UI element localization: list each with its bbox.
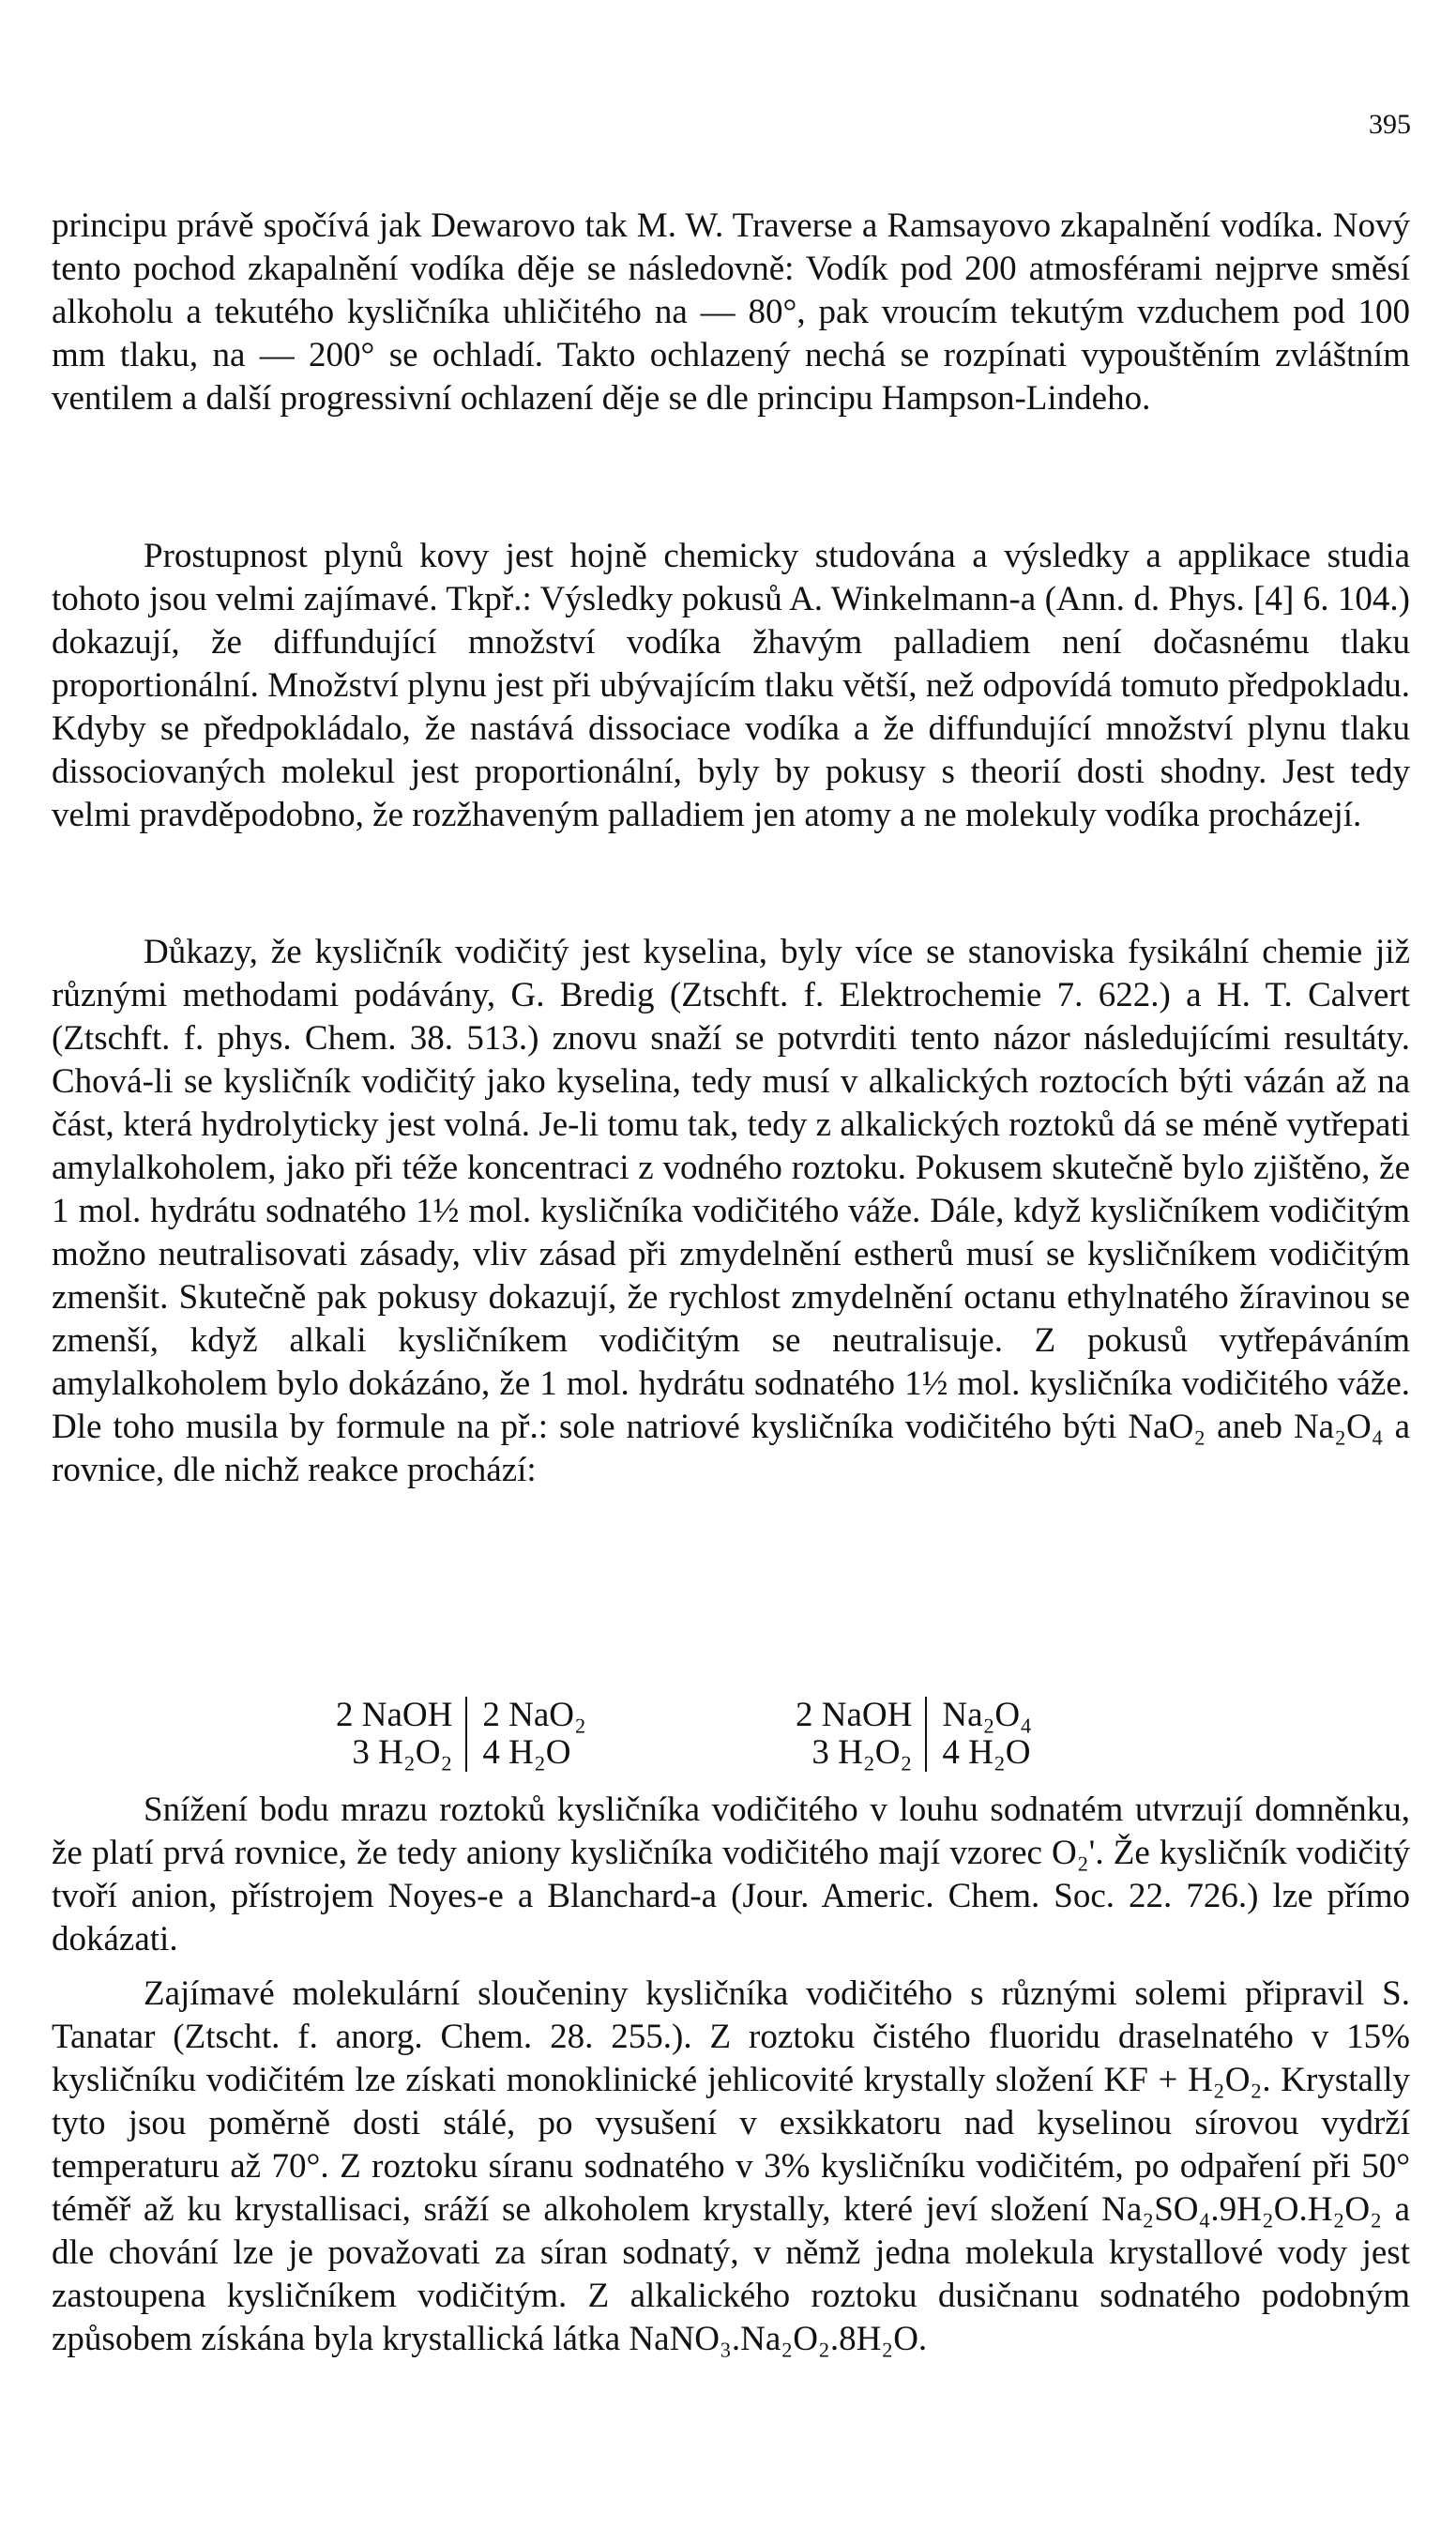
equation-1-left — [336, 1697, 467, 1772]
equation-1 — [336, 1697, 586, 1772]
paragraph-4-text: Snížení bodu mrazu roztoků kysličníka vodičitého v louhu sodnatém utvrzují domněnku, že platí prvá rovnice, že tedy aniony kysličníka vodičitého mají vzorec O₂'. Že kysličník vodičitý tvoří anion, přístrojem Noyes-e a Blanchard-a (Jour. Americ. Chem. Soc. 22. 726.) lze přímo dokázati. — [52, 1791, 1410, 1958]
equation-1-left-line-1: 2 NaOH — [336, 1696, 453, 1734]
paragraph-1 — [52, 205, 1410, 420]
paragraph-1-text: principu právě spočívá jak Dewarovo tak M. W. Traverse a Ramsayovo zkapalnění vodíka. Nový tento pochod zkapalnění vodíka děje se následovně: Vodík pod 200 atmosférami nejprve směsí alkoholu a tekutého kysličníka uhličitého na — 80°, pak vroucím tekutým vzduchem pod 100 mm tlaku, na — 200° se ochladí. Takto ochlazený nechá se rozpínati vypouštěním zvláštním ventilem a další progressivní ochlazení děje se dle principu Hampson-Lindeho. — [52, 206, 1410, 418]
equation-2-right-line-2: 4 H₂O — [942, 1733, 1031, 1772]
paragraph-5-text: Zajímavé molekulární sloučeniny kysličníka vodičitého s různými solemi připravil S. Tanatar (Ztscht. f. anorg. Chem. 28. 255.). Z roztoku čistého fluoridu draselnatého v 15% kysličníku vodičitém lze získati monoklinické jehlicovité krystally složení KF + H₂O₂. Krystally tyto jsou poměrně dosti stálé, po vysušení v exsikkatoru nad kyselinou sírovou vydrží temperaturu až 70°. Z roztoku síranu sodnatého v 3% kysličníku vodičitém, po odpaření při 50° téměř až ku krystallisaci, sráží se alkoholem krystally, které jeví složení Na₂SO₄.9H₂O.H₂O₂ a dle chování lze je považovati za síran sodnatý, v němž jedna molekula krystallové vody jest zastoupena kysličníkem vodičitým. Z alkalického roztoku dusičnanu sodnatého podobným způsobem získána byla krystallická látka NaNO₃.Na₂O₂.8H₂O. — [52, 1974, 1410, 2358]
equation-1-right-line-1: 2 NaO₂ — [482, 1696, 586, 1734]
equation-1-right-line-2: 4 H₂O — [482, 1733, 571, 1772]
equation-2-left — [796, 1697, 927, 1772]
equation-2-right — [927, 1697, 1032, 1772]
paragraph-5 — [52, 1973, 1410, 2361]
equation-1-right — [467, 1697, 586, 1772]
paragraph-2 — [52, 535, 1410, 837]
equation-2 — [796, 1697, 1032, 1772]
equation-2-right-line-1: Na₂O₄ — [942, 1696, 1033, 1734]
paragraph-3-text: Důkazy, že kysličník vodičitý jest kyselina, byly více se stanoviska fysikální chemie již různými methodami podávány, G. Bredig (Ztschft. f. Elektrochemie 7. 622.) a H. T. Calvert (Ztschft. f. phys. Chem. 38. 513.) znovu snaží se potvrditi tento názor následujícími resultáty. Chová-li se kysličník vodičitý jako kyselina, tedy musí v alkalických roztocích býti vázán až na část, která hydrolyticky jest volná. Je-li tomu tak, tedy z alkalických roztoků dá se méně vytřepati amylalkoholem, jako při téže koncentraci z vodného roztoku. Pokusem skutečně bylo zjištěno, že 1 mol. hydrátu sodnatého 1½ mol. kysličníka vodičitého váže. Dále, když kysličníkem vodičitým možno neutralisovati zásady, vliv zásad při zmydelnění estherů musí se kysličníkem vodičitým zmenšit. Skutečně pak pokusy dokazují, že rychlost zmydelnění octanu ethylnatého žíravinou se zmenší, když alkali kysličníkem vodičitým se neutralisuje. Z pokusů vytřepáváním amylalkoholem bylo dokázáno, že 1 mol. hydrátu sodnatého 1½ mol. kysličníka vodičitého váže. Dle toho musila by formule na př.: sole natriové kysličníka vodičitého býti NaO₂ aneb Na₂O₄ a rovnice, dle nichž reakce prochází: — [52, 933, 1410, 1489]
page-number: 395 — [1369, 109, 1411, 140]
paragraph-2-text: Prostupnost plynů kovy jest hojně chemicky studována a výsledky a applikace studia tohoto jsou velmi zajímavé. Tkpř.: Výsledky pokusů A. Winkelmann-a (Ann. d. Phys. [4] 6. 104.) dokazují, že diffundující množství vodíka žhavým palladiem není dočasnému tlaku proportionální. Množství plynu jest při ubývajícím tlaku větší, než odpovídá tomuto předpokladu. Kdyby se předpokládalo, že nastává dissociace vodíka a že diffundující množství plynu tlaku dissociovaných molekul jest proportionální, byly by pokusy s theorií dosti shodny. Jest tedy velmi pravděpodobno, že rozžhaveným palladiem jen atomy a ne molekuly vodíka procházejí. — [52, 537, 1410, 834]
paragraph-4 — [52, 1789, 1410, 1961]
equation-2-left-line-1: 2 NaOH — [796, 1696, 913, 1734]
equation-2-left-line-2: 3 H₂O₂ — [811, 1733, 913, 1772]
paragraph-3 — [52, 931, 1410, 1492]
equation-1-left-line-2: 3 H₂O₂ — [352, 1733, 453, 1772]
